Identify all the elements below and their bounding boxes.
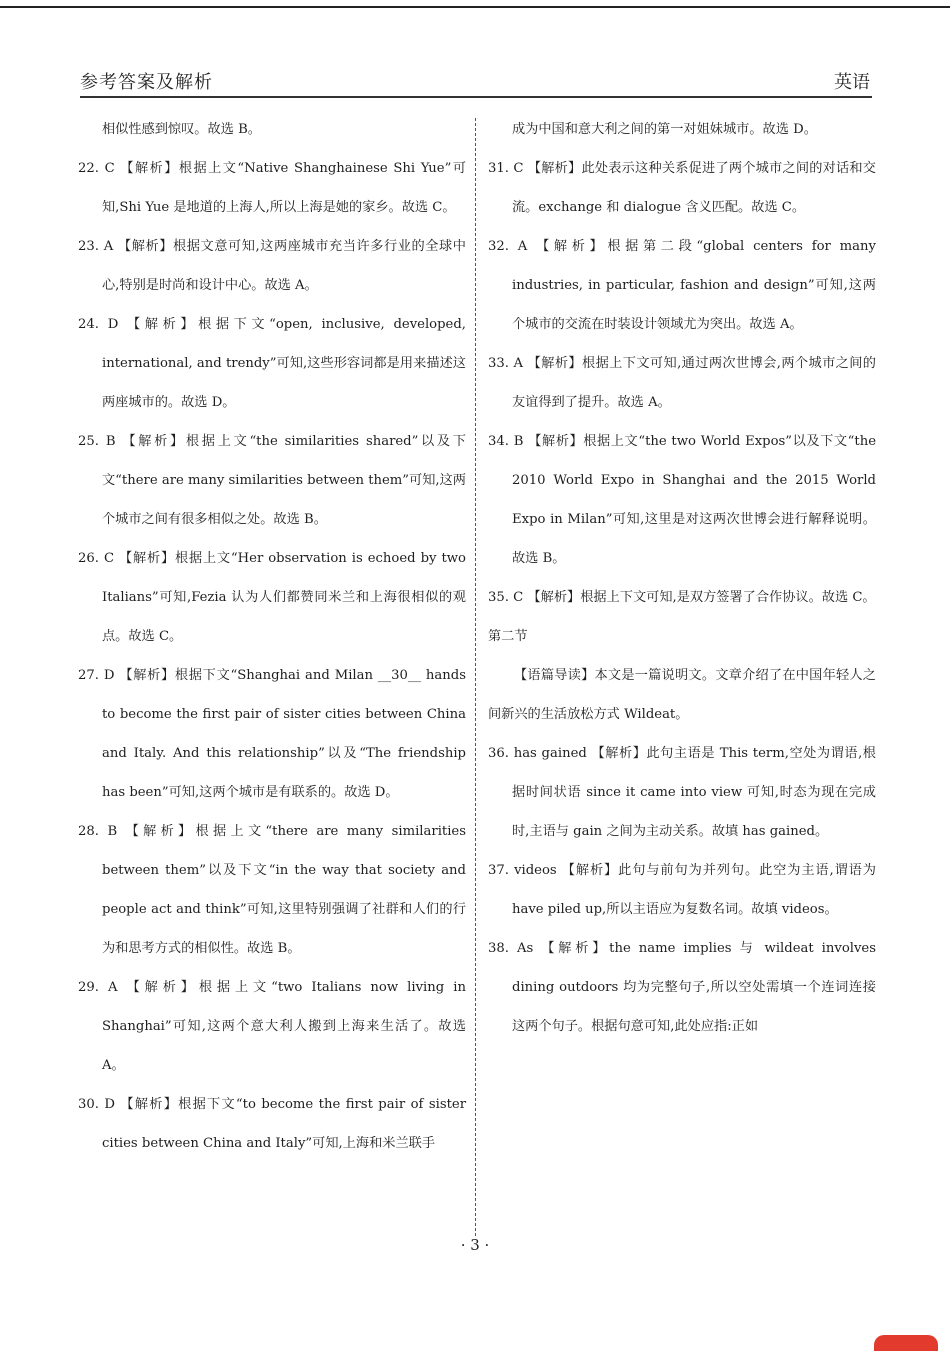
page-number: · 3 ·	[460, 1236, 490, 1254]
answer-item-22: 22. C 【解析】根据上文“Native Shanghainese Shi Yue”可知,Shi Yue 是地道的上海人,所以上海是她的家乡。故选 C。	[78, 161, 466, 215]
answer-item-23: 23. A 【解析】根据文意可知,这两座城市充当许多行业的全球中心,特别是时尚和设计中心。故选 A。	[78, 239, 466, 293]
header-subject: 英语	[834, 72, 870, 93]
answer-continuation: 相似性感到惊叹。故选 B。	[102, 122, 261, 137]
answer-item-28: 28. B 【解析】根据上文“there are many similarities between them”以及下文“in the way that society and people act and think”可知,这里特别强调了社群和人们的行为和思考方式的相似性。故选 B。	[78, 824, 466, 956]
answer-item-30: 30. D 【解析】根据下文“to become the first pair of sister cities between China and Italy”可知,上海和米兰联手	[78, 1097, 466, 1151]
answer-continuation: 成为中国和意大利之间的第一对姐妹城市。故选 D。	[512, 122, 817, 137]
answer-item-31: 31. C 【解析】此处表示这种关系促进了两个城市之间的对话和交流。exchange 和 dialogue 含义匹配。故选 C。	[488, 161, 876, 215]
answer-item-33: 33. A 【解析】根据上下文可知,通过两次世博会,两个城市之间的友谊得到了提升。故选 A。	[488, 356, 876, 410]
answer-item-27: 27. D 【解析】根据下文“Shanghai and Milan __30__ hands to become the first pair of sister cities between China and Italy. And this relationship”以及“The friendship has been”可知,这两个城市是有联系的。故选 D。	[78, 668, 466, 800]
answer-item-25: 25. B 【解析】根据上文“the similarities shared”以及下文“there are many similarities between them”可知,这两个城市之间有很多相似之处。故选 B。	[78, 434, 466, 527]
column-divider	[475, 118, 476, 1236]
answer-item-29: 29. A 【解析】根据上文“two Italians now living in Shanghai”可知,这两个意大利人搬到上海来生活了。故选 A。	[78, 980, 466, 1073]
section-heading: 第二节	[488, 629, 528, 644]
answer-item-38: 38. As 【解析】the name implies 与 wildeat involves dining outdoors 均为完整句子,所以空处需填一个连词连接这两个句子。根据句意可知,此处应指:正如	[488, 941, 876, 1034]
answer-item-36: 36. has gained 【解析】此句主语是 This term,空处为谓语,根据时间状语 since it came into view 可知,时态为现在完成时,主语与 gain 之间为主动关系。故填 has gained。	[488, 746, 876, 839]
answer-item-35: 35. C 【解析】根据上下文可知,是双方签署了合作协议。故选 C。	[488, 590, 876, 605]
top-border-rule	[0, 6, 950, 8]
answer-item-32: 32. A 【解析】根据第二段“global centers for many industries, in particular, fashion and design”可知,这两个城市的交流在时装设计领域尤为突出。故选 A。	[488, 239, 876, 332]
page-header	[80, 64, 872, 98]
answer-item-37: 37. videos 【解析】此句与前句为并列句。此空为主语,谓语为 have piled up,所以主语应为复数名词。故填 videos。	[488, 863, 876, 917]
answer-item-24: 24. D 【解析】根据下文“open, inclusive, developed, international, and trendy”可知,这些形容词都是用来描述这两座城市的。故选 D。	[78, 317, 466, 410]
answer-item-26: 26. C 【解析】根据上文“Her observation is echoed by two Italians”可知,Fezia 认为人们都赞同米兰和上海很相似的观点。故选 C。	[78, 551, 466, 644]
header-title: 参考答案及解析	[80, 72, 213, 93]
right-column	[488, 110, 876, 1046]
passage-guide: 【语篇导读】本文是一篇说明文。文章介绍了在中国年轻人之间新兴的生活放松方式 Wildeat。	[488, 668, 876, 722]
answer-item-34: 34. B 【解析】根据上文“the two World Expos”以及下文“the 2010 World Expo in Shanghai and the 2015 World Expo in Milan”可知,这里是对这两次世博会进行解释说明。故选 B。	[488, 434, 876, 566]
left-column	[78, 110, 466, 1163]
corner-tab-mark	[874, 1335, 938, 1351]
